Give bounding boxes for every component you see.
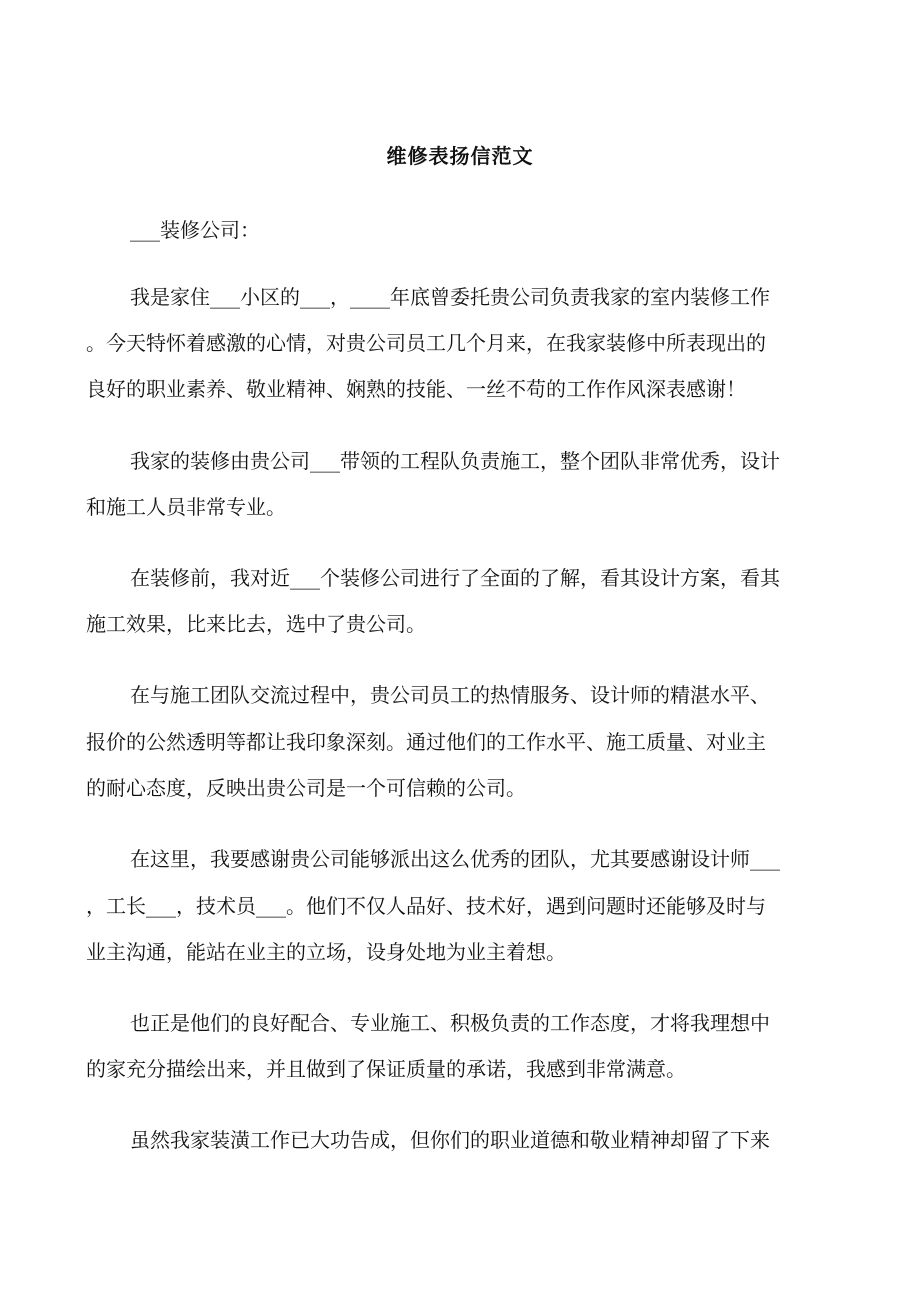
paragraph-1-line-1: 我是家住___小区的___，____年底曾委托贵公司负责我家的室内装修工作	[130, 285, 770, 309]
paragraph-5-line-3: 业主沟通，能站在业主的立场，设身处地为业主着想。	[86, 940, 566, 964]
paragraph-6-line-1: 也正是他们的良好配合、专业施工、积极负责的工作态度，才将我理想中	[130, 1011, 770, 1035]
paragraph-4-line-1: 在与施工团队交流过程中，贵公司员工的热情服务、设计师的精湛水平、	[130, 683, 770, 707]
paragraph-3-line-1: 在装修前，我对近___个装修公司进行了全面的了解，看其设计方案，看其	[130, 566, 780, 590]
paragraph-2-line-2: 和施工人员非常专业。	[86, 495, 286, 519]
paragraph-1-line-2: 。今天特怀着感激的心情，对贵公司员工几个月来，在我家装修中所表现出的	[86, 331, 766, 355]
paragraph-7-line-1: 虽然我家装潢工作已大功告成，但你们的职业道德和敬业精神却留了下来	[130, 1128, 770, 1152]
paragraph-4-line-2: 报价的公然透明等都让我印象深刻。通过他们的工作水平、施工质量、对业主	[86, 730, 766, 754]
paragraph-5-line-1: 在这里，我要感谢贵公司能够派出这么优秀的团队，尤其要感谢设计师___	[130, 847, 780, 871]
salutation: ___装修公司：	[130, 218, 260, 242]
paragraph-3-line-2: 施工效果，比来比去，选中了贵公司。	[86, 612, 426, 636]
paragraph-2-line-1: 我家的装修由贵公司___带领的工程队负责施工，整个团队非常优秀，设计	[130, 449, 780, 473]
paragraph-4-line-3: 的耐心态度，反映出贵公司是一个可信赖的公司。	[86, 776, 526, 800]
document-title: 维修表扬信范文	[386, 144, 534, 168]
paragraph-5-line-2: ，工长___，技术员___。他们不仅人品好、技术好，遇到问题时还能够及时与	[86, 894, 766, 918]
paragraph-6-line-2: 的家充分描绘出来，并且做到了保证质量的承诺，我感到非常满意。	[86, 1057, 686, 1081]
paragraph-1-line-3: 良好的职业素养、敬业精神、娴熟的技能、一丝不苟的工作作风深表感谢！	[86, 377, 746, 401]
